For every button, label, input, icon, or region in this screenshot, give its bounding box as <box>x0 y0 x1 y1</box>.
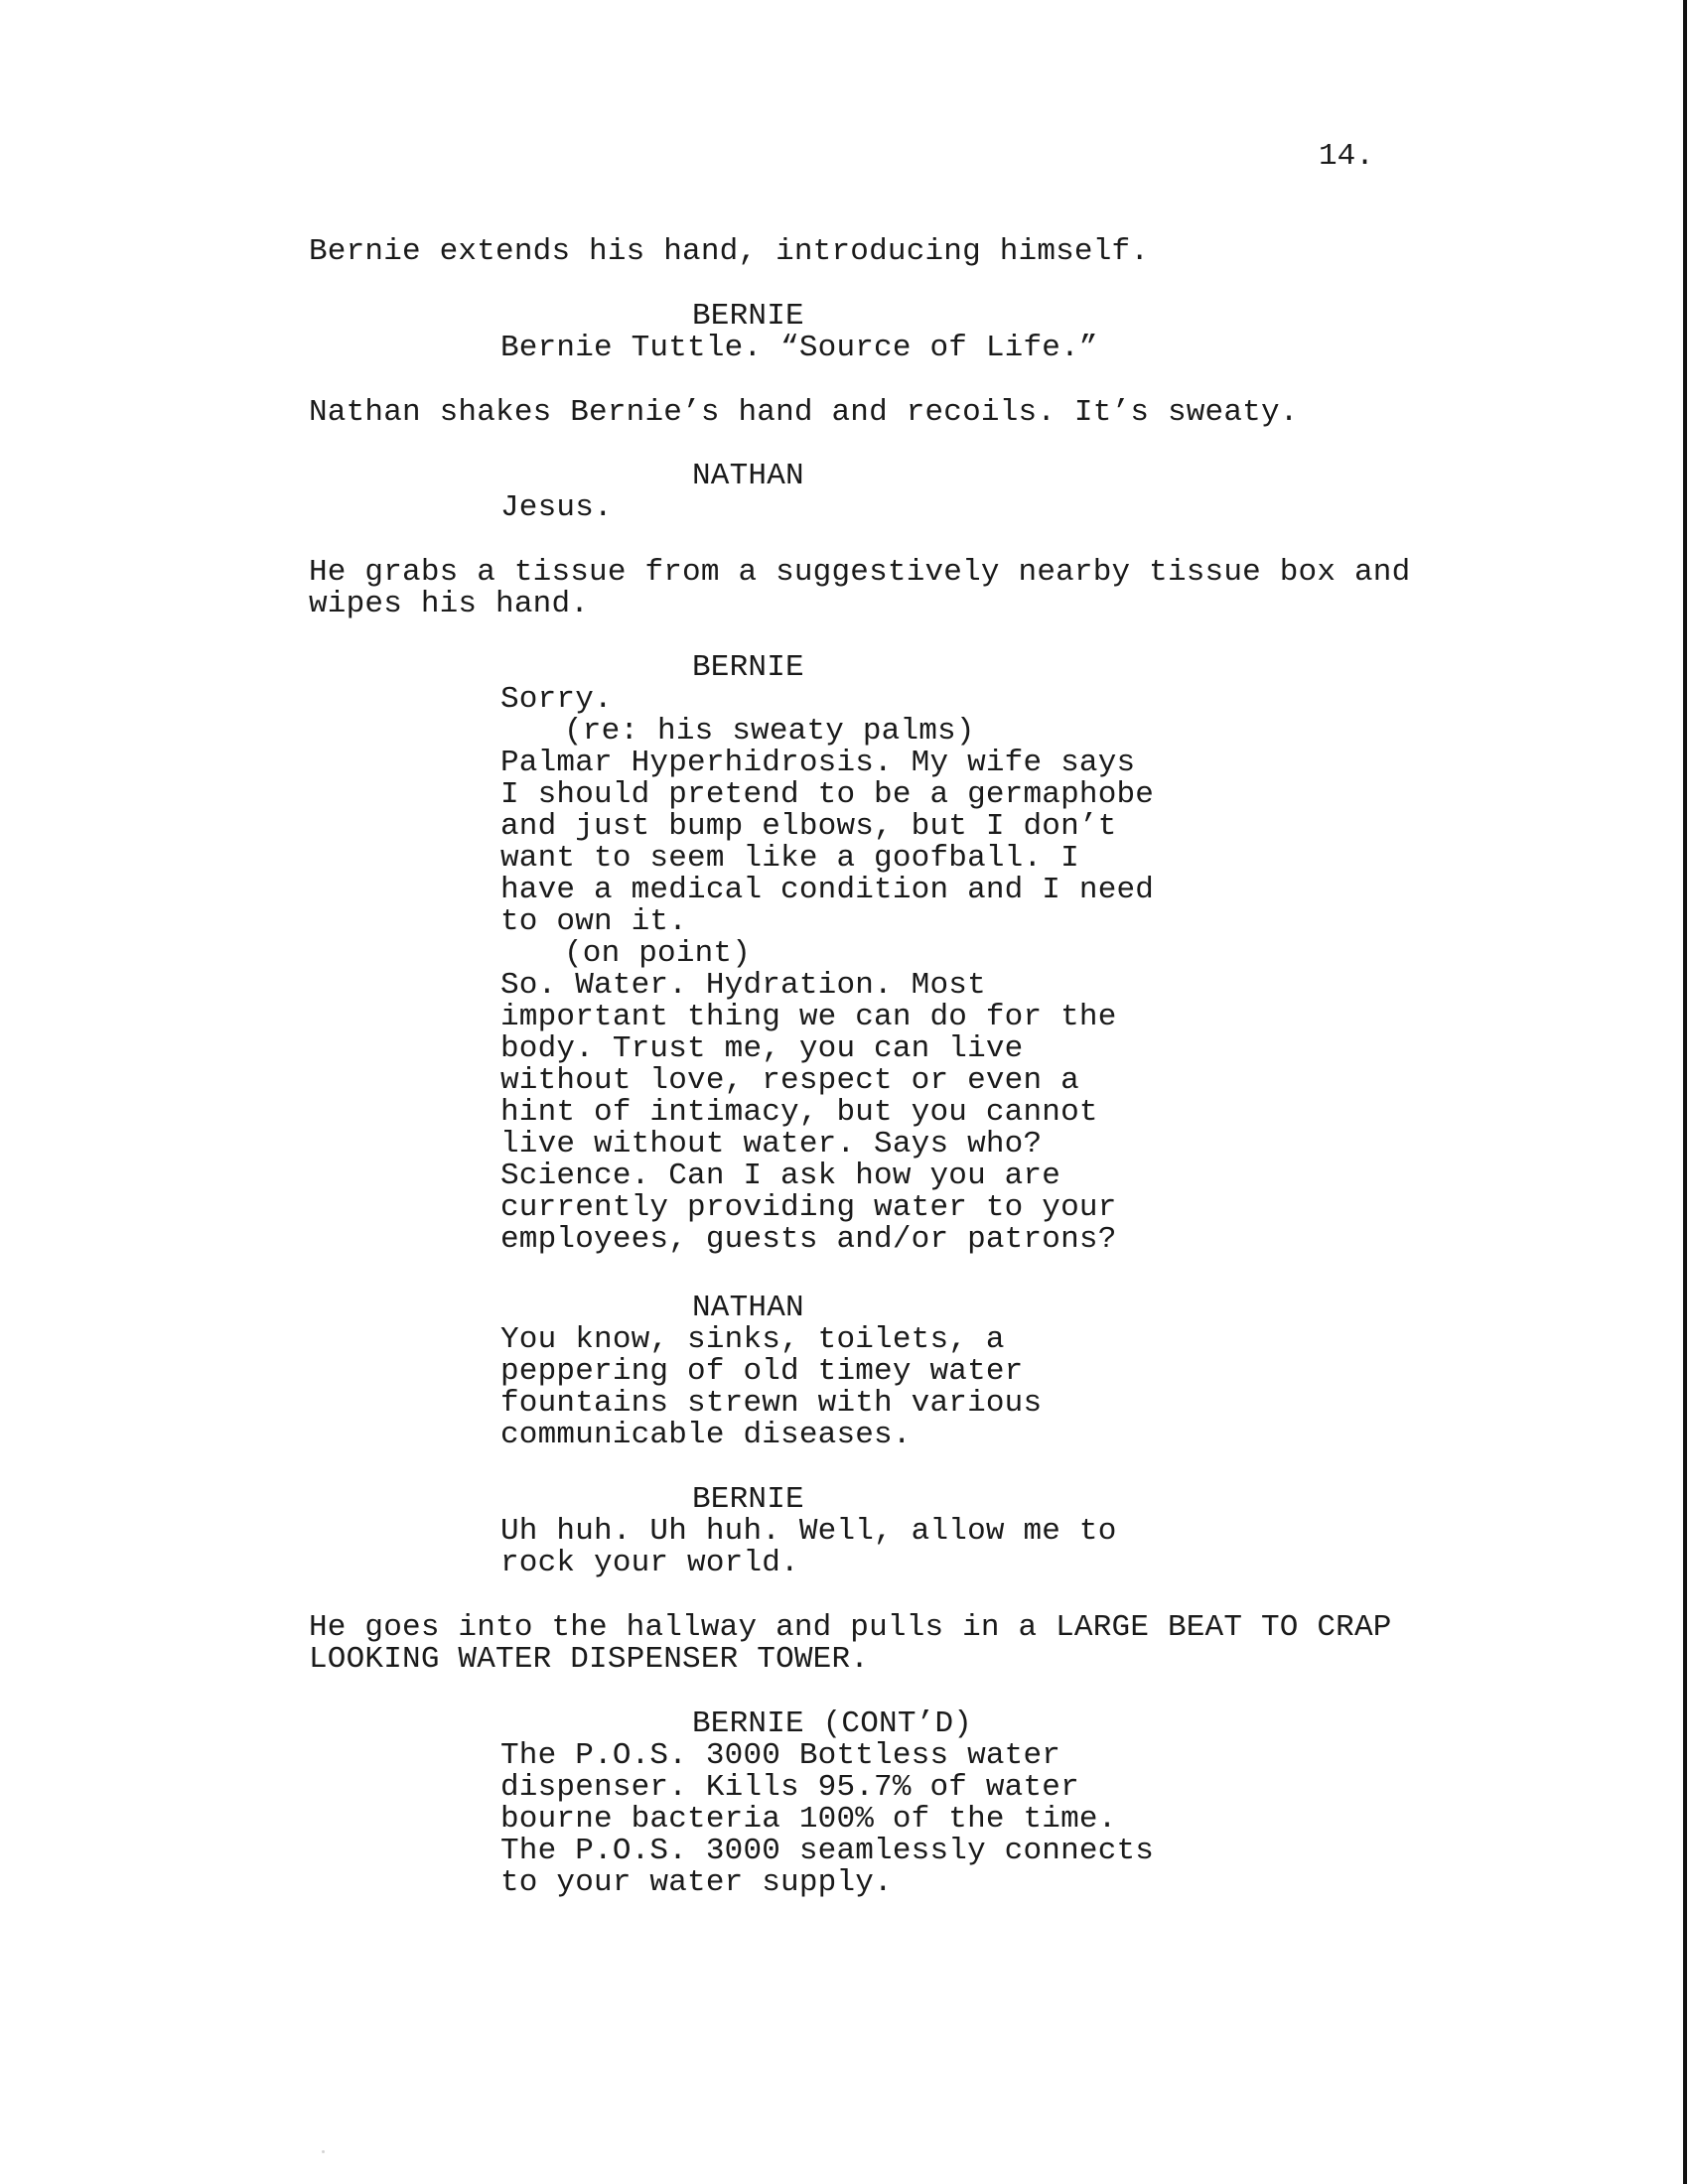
dialogue-line: The P.O.S. 3000 seamlessly connects <box>500 1834 1155 1868</box>
character-cue: BERNIE <box>692 650 804 685</box>
character-cue: BERNIE <box>692 1482 804 1517</box>
dialogue-line: The P.O.S. 3000 Bottless water <box>500 1738 1061 1773</box>
page-edge-rule <box>1683 0 1687 2184</box>
dialogue-line: peppering of old timey water <box>500 1354 1024 1389</box>
dialogue-line: to own it. <box>500 904 688 939</box>
dialogue-line: currently providing water to your <box>500 1190 1117 1225</box>
parenthetical: (on point) <box>564 936 752 971</box>
dialogue-line: employees, guests and/or patrons? <box>500 1222 1117 1257</box>
action-line: LOOKING WATER DISPENSER TOWER. <box>309 1642 870 1677</box>
dialogue-line: I should pretend to be a germaphobe <box>500 777 1155 812</box>
character-cue: BERNIE <box>692 299 804 334</box>
action-line: Nathan shakes Bernie’s hand and recoils. It’s sweaty. <box>309 395 1299 430</box>
dialogue-line: Bernie Tuttle. “Source of Life.” <box>500 331 1098 365</box>
dialogue-line: hint of intimacy, but you cannot <box>500 1095 1098 1130</box>
dialogue-line: important thing we can do for the <box>500 1000 1117 1034</box>
dialogue-line: bourne bacteria 100% of the time. <box>500 1802 1117 1837</box>
dialogue-line: dispenser. Kills 95.7% of water <box>500 1770 1079 1805</box>
parenthetical: (re: his sweaty palms) <box>564 714 975 749</box>
character-cue: NATHAN <box>692 1291 804 1325</box>
scan-speck <box>322 2150 325 2153</box>
dialogue-line: Palmar Hyperhidrosis. My wife says <box>500 746 1136 780</box>
dialogue-line: Science. Can I ask how you are <box>500 1159 1061 1193</box>
dialogue-line: rock your world. <box>500 1546 799 1580</box>
action-line: Bernie extends his hand, introducing himself. <box>309 234 1150 269</box>
character-cue: BERNIE (CONT’D) <box>692 1706 973 1741</box>
dialogue-line: So. Water. Hydration. Most <box>500 968 986 1003</box>
dialogue-line: Jesus. <box>500 490 613 525</box>
action-line: wipes his hand. <box>309 587 590 621</box>
dialogue-line: Uh huh. Uh huh. Well, allow me to <box>500 1514 1117 1549</box>
dialogue-line: live without water. Says who? <box>500 1127 1043 1161</box>
dialogue-line: to your water supply. <box>500 1865 893 1900</box>
action-line: He goes into the hallway and pulls in a LARGE BEAT TO CRAP <box>309 1610 1392 1645</box>
character-cue: NATHAN <box>692 459 804 493</box>
page-number: 14. <box>1319 139 1374 174</box>
dialogue-line: You know, sinks, toilets, a <box>500 1322 1005 1357</box>
dialogue-line: fountains strewn with various <box>500 1386 1043 1421</box>
dialogue-line: body. Trust me, you can live <box>500 1031 1024 1066</box>
dialogue-line: without love, respect or even a <box>500 1063 1079 1098</box>
dialogue-line: and just bump elbows, but I don’t <box>500 809 1117 844</box>
dialogue-line: Sorry. <box>500 682 613 717</box>
action-line: He grabs a tissue from a suggestively nearby tissue box and <box>309 555 1411 590</box>
dialogue-line: want to seem like a goofball. I <box>500 841 1079 876</box>
dialogue-line: communicable diseases. <box>500 1418 912 1452</box>
dialogue-line: have a medical condition and I need <box>500 873 1155 907</box>
